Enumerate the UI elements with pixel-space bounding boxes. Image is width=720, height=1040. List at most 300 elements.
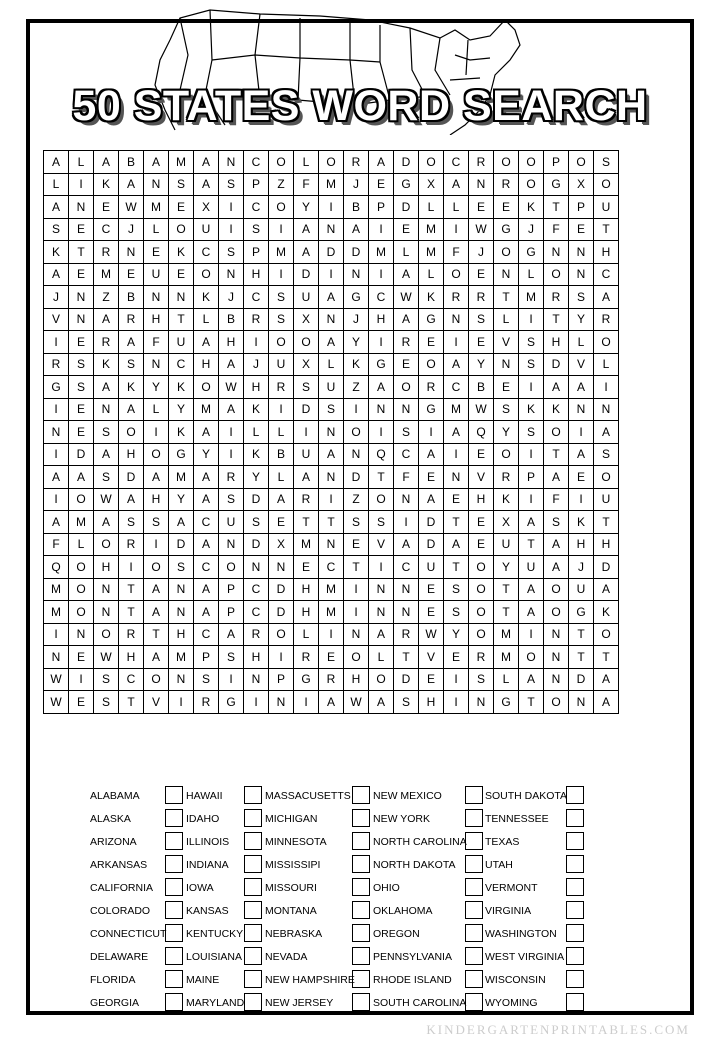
grid-cell[interactable]: T bbox=[544, 308, 569, 331]
grid-cell[interactable]: E bbox=[469, 331, 494, 354]
grid-cell[interactable]: G bbox=[419, 308, 444, 331]
grid-cell[interactable]: S bbox=[594, 151, 619, 174]
grid-cell[interactable]: T bbox=[494, 601, 519, 624]
grid-cell[interactable]: T bbox=[494, 286, 519, 309]
grid-cell[interactable]: N bbox=[244, 556, 269, 579]
grid-cell[interactable]: U bbox=[569, 578, 594, 601]
grid-cell[interactable]: H bbox=[594, 241, 619, 264]
grid-cell[interactable]: A bbox=[169, 511, 194, 534]
grid-cell[interactable]: F bbox=[294, 173, 319, 196]
grid-cell[interactable]: C bbox=[194, 556, 219, 579]
grid-cell[interactable]: J bbox=[44, 286, 69, 309]
grid-cell[interactable]: L bbox=[319, 353, 344, 376]
grid-cell[interactable]: E bbox=[469, 533, 494, 556]
grid-cell[interactable]: A bbox=[594, 286, 619, 309]
grid-cell[interactable]: D bbox=[344, 466, 369, 489]
grid-cell[interactable]: Y bbox=[344, 331, 369, 354]
grid-cell[interactable]: T bbox=[144, 623, 169, 646]
word-checkbox[interactable] bbox=[165, 970, 183, 988]
word-checkbox[interactable] bbox=[465, 878, 483, 896]
grid-cell[interactable]: L bbox=[194, 308, 219, 331]
grid-cell[interactable]: N bbox=[69, 196, 94, 219]
grid-cell[interactable]: A bbox=[94, 443, 119, 466]
grid-cell[interactable]: L bbox=[69, 533, 94, 556]
grid-cell[interactable]: Q bbox=[44, 556, 69, 579]
grid-cell[interactable]: H bbox=[144, 308, 169, 331]
grid-cell[interactable]: R bbox=[419, 376, 444, 399]
grid-cell[interactable]: U bbox=[319, 376, 344, 399]
grid-cell[interactable]: L bbox=[44, 173, 69, 196]
grid-cell[interactable]: N bbox=[94, 578, 119, 601]
grid-cell[interactable]: O bbox=[344, 421, 369, 444]
grid-cell[interactable]: A bbox=[544, 466, 569, 489]
grid-cell[interactable]: I bbox=[344, 578, 369, 601]
grid-cell[interactable]: O bbox=[544, 421, 569, 444]
grid-cell[interactable]: U bbox=[269, 353, 294, 376]
grid-cell[interactable]: O bbox=[544, 691, 569, 714]
grid-cell[interactable]: M bbox=[419, 218, 444, 241]
grid-cell[interactable]: K bbox=[419, 286, 444, 309]
grid-cell[interactable]: B bbox=[219, 308, 244, 331]
word-checkbox[interactable] bbox=[566, 924, 584, 942]
grid-cell[interactable]: Y bbox=[144, 376, 169, 399]
grid-cell[interactable]: R bbox=[44, 353, 69, 376]
word-checkbox[interactable] bbox=[465, 901, 483, 919]
grid-cell[interactable]: I bbox=[44, 443, 69, 466]
grid-cell[interactable]: L bbox=[294, 623, 319, 646]
grid-cell[interactable]: L bbox=[519, 263, 544, 286]
grid-cell[interactable]: S bbox=[319, 398, 344, 421]
grid-cell[interactable]: K bbox=[194, 286, 219, 309]
word-checkbox[interactable] bbox=[244, 901, 262, 919]
grid-cell[interactable]: L bbox=[494, 308, 519, 331]
grid-cell[interactable]: E bbox=[69, 218, 94, 241]
grid-cell[interactable]: D bbox=[569, 668, 594, 691]
grid-cell[interactable]: O bbox=[269, 196, 294, 219]
grid-cell[interactable]: R bbox=[94, 331, 119, 354]
grid-cell[interactable]: A bbox=[219, 623, 244, 646]
grid-cell[interactable]: T bbox=[444, 511, 469, 534]
word-checkbox[interactable] bbox=[566, 970, 584, 988]
grid-cell[interactable]: L bbox=[369, 646, 394, 669]
grid-cell[interactable]: N bbox=[494, 263, 519, 286]
word-checkbox[interactable] bbox=[566, 786, 584, 804]
grid-cell[interactable]: U bbox=[594, 196, 619, 219]
grid-cell[interactable]: M bbox=[44, 601, 69, 624]
grid-cell[interactable]: C bbox=[244, 286, 269, 309]
grid-cell[interactable]: A bbox=[144, 578, 169, 601]
grid-cell[interactable]: H bbox=[144, 488, 169, 511]
grid-cell[interactable]: L bbox=[394, 241, 419, 264]
grid-cell[interactable]: M bbox=[69, 511, 94, 534]
grid-cell[interactable]: N bbox=[144, 353, 169, 376]
grid-cell[interactable]: A bbox=[194, 466, 219, 489]
grid-cell[interactable]: V bbox=[494, 331, 519, 354]
grid-cell[interactable]: O bbox=[169, 218, 194, 241]
grid-cell[interactable]: I bbox=[69, 173, 94, 196]
grid-cell[interactable]: K bbox=[119, 376, 144, 399]
grid-cell[interactable]: R bbox=[94, 241, 119, 264]
grid-cell[interactable]: B bbox=[269, 443, 294, 466]
word-checkbox[interactable] bbox=[566, 855, 584, 873]
grid-cell[interactable]: S bbox=[244, 511, 269, 534]
grid-cell[interactable]: A bbox=[369, 691, 394, 714]
grid-cell[interactable]: F bbox=[394, 466, 419, 489]
grid-cell[interactable]: W bbox=[344, 691, 369, 714]
grid-cell[interactable]: A bbox=[94, 308, 119, 331]
grid-cell[interactable]: O bbox=[494, 151, 519, 174]
grid-cell[interactable]: U bbox=[169, 331, 194, 354]
grid-cell[interactable]: R bbox=[594, 308, 619, 331]
grid-cell[interactable]: K bbox=[169, 376, 194, 399]
grid-cell[interactable]: O bbox=[144, 668, 169, 691]
grid-cell[interactable]: A bbox=[519, 578, 544, 601]
grid-cell[interactable]: E bbox=[69, 421, 94, 444]
grid-cell[interactable]: O bbox=[194, 263, 219, 286]
grid-cell[interactable]: A bbox=[194, 331, 219, 354]
grid-cell[interactable]: D bbox=[419, 511, 444, 534]
grid-cell[interactable]: S bbox=[519, 331, 544, 354]
grid-cell[interactable]: A bbox=[344, 218, 369, 241]
grid-cell[interactable]: O bbox=[519, 646, 544, 669]
grid-cell[interactable]: W bbox=[469, 398, 494, 421]
grid-cell[interactable]: J bbox=[344, 308, 369, 331]
grid-cell[interactable]: I bbox=[144, 421, 169, 444]
grid-cell[interactable]: I bbox=[69, 668, 94, 691]
grid-cell[interactable]: J bbox=[569, 556, 594, 579]
grid-cell[interactable]: S bbox=[519, 421, 544, 444]
grid-cell[interactable]: J bbox=[469, 241, 494, 264]
grid-cell[interactable]: Q bbox=[369, 443, 394, 466]
grid-cell[interactable]: Z bbox=[269, 173, 294, 196]
grid-cell[interactable]: V bbox=[569, 353, 594, 376]
grid-cell[interactable]: J bbox=[344, 173, 369, 196]
grid-cell[interactable]: S bbox=[219, 241, 244, 264]
grid-cell[interactable]: A bbox=[44, 196, 69, 219]
grid-cell[interactable]: K bbox=[94, 173, 119, 196]
grid-cell[interactable]: S bbox=[244, 218, 269, 241]
grid-cell[interactable]: P bbox=[519, 466, 544, 489]
grid-cell[interactable]: O bbox=[469, 601, 494, 624]
grid-cell[interactable]: A bbox=[194, 151, 219, 174]
word-checkbox[interactable] bbox=[465, 947, 483, 965]
grid-cell[interactable]: E bbox=[119, 263, 144, 286]
grid-cell[interactable]: Y bbox=[494, 556, 519, 579]
grid-cell[interactable]: X bbox=[294, 308, 319, 331]
grid-cell[interactable]: D bbox=[169, 533, 194, 556]
grid-cell[interactable]: I bbox=[519, 623, 544, 646]
grid-cell[interactable]: W bbox=[44, 691, 69, 714]
grid-cell[interactable]: N bbox=[69, 308, 94, 331]
grid-cell[interactable]: O bbox=[269, 331, 294, 354]
grid-cell[interactable]: I bbox=[519, 376, 544, 399]
grid-cell[interactable]: A bbox=[319, 691, 344, 714]
grid-cell[interactable]: R bbox=[244, 623, 269, 646]
grid-cell[interactable]: D bbox=[394, 668, 419, 691]
grid-cell[interactable]: N bbox=[469, 173, 494, 196]
grid-cell[interactable]: A bbox=[369, 623, 394, 646]
grid-cell[interactable]: N bbox=[169, 601, 194, 624]
word-checkbox[interactable] bbox=[165, 924, 183, 942]
grid-cell[interactable]: R bbox=[469, 286, 494, 309]
grid-cell[interactable]: Q bbox=[469, 421, 494, 444]
grid-cell[interactable]: B bbox=[119, 151, 144, 174]
grid-cell[interactable]: S bbox=[444, 578, 469, 601]
grid-cell[interactable]: T bbox=[119, 691, 144, 714]
grid-cell[interactable]: N bbox=[344, 623, 369, 646]
grid-cell[interactable]: H bbox=[244, 646, 269, 669]
grid-cell[interactable]: N bbox=[94, 601, 119, 624]
grid-cell[interactable]: H bbox=[369, 308, 394, 331]
word-checkbox[interactable] bbox=[352, 832, 370, 850]
grid-cell[interactable]: U bbox=[294, 443, 319, 466]
grid-cell[interactable]: E bbox=[444, 488, 469, 511]
grid-cell[interactable]: M bbox=[94, 263, 119, 286]
grid-cell[interactable]: I bbox=[369, 218, 394, 241]
grid-cell[interactable]: O bbox=[69, 488, 94, 511]
grid-cell[interactable]: A bbox=[219, 398, 244, 421]
grid-cell[interactable]: E bbox=[394, 218, 419, 241]
grid-cell[interactable]: A bbox=[444, 533, 469, 556]
grid-cell[interactable]: R bbox=[119, 308, 144, 331]
grid-cell[interactable]: D bbox=[244, 533, 269, 556]
grid-cell[interactable]: D bbox=[69, 443, 94, 466]
grid-cell[interactable]: L bbox=[244, 421, 269, 444]
grid-cell[interactable]: E bbox=[394, 353, 419, 376]
word-checkbox[interactable] bbox=[244, 878, 262, 896]
grid-cell[interactable]: U bbox=[519, 556, 544, 579]
grid-cell[interactable]: R bbox=[444, 286, 469, 309]
grid-cell[interactable]: E bbox=[169, 263, 194, 286]
grid-cell[interactable]: E bbox=[569, 466, 594, 489]
grid-cell[interactable]: N bbox=[369, 601, 394, 624]
grid-cell[interactable]: T bbox=[344, 556, 369, 579]
grid-cell[interactable]: A bbox=[444, 421, 469, 444]
grid-cell[interactable]: A bbox=[294, 241, 319, 264]
grid-cell[interactable]: P bbox=[369, 196, 394, 219]
grid-cell[interactable]: F bbox=[544, 218, 569, 241]
grid-cell[interactable]: I bbox=[344, 601, 369, 624]
word-checkbox[interactable] bbox=[165, 878, 183, 896]
grid-cell[interactable]: M bbox=[319, 601, 344, 624]
grid-cell[interactable]: C bbox=[244, 151, 269, 174]
grid-cell[interactable]: P bbox=[244, 241, 269, 264]
grid-cell[interactable]: Y bbox=[169, 398, 194, 421]
grid-cell[interactable]: M bbox=[169, 466, 194, 489]
word-checkbox[interactable] bbox=[566, 901, 584, 919]
word-checkbox[interactable] bbox=[352, 809, 370, 827]
grid-cell[interactable]: U bbox=[219, 511, 244, 534]
grid-cell[interactable]: A bbox=[219, 353, 244, 376]
grid-cell[interactable]: O bbox=[369, 668, 394, 691]
grid-cell[interactable]: D bbox=[344, 241, 369, 264]
grid-cell[interactable]: F bbox=[544, 488, 569, 511]
grid-cell[interactable]: T bbox=[494, 578, 519, 601]
grid-cell[interactable]: D bbox=[394, 151, 419, 174]
grid-cell[interactable]: X bbox=[494, 511, 519, 534]
grid-cell[interactable]: T bbox=[294, 511, 319, 534]
grid-cell[interactable]: O bbox=[294, 331, 319, 354]
grid-cell[interactable]: S bbox=[369, 511, 394, 534]
grid-cell[interactable]: N bbox=[494, 353, 519, 376]
grid-cell[interactable]: O bbox=[469, 623, 494, 646]
word-checkbox[interactable] bbox=[165, 947, 183, 965]
grid-cell[interactable]: A bbox=[44, 466, 69, 489]
grid-cell[interactable]: M bbox=[44, 578, 69, 601]
grid-cell[interactable]: S bbox=[169, 556, 194, 579]
grid-cell[interactable]: Z bbox=[344, 376, 369, 399]
grid-cell[interactable]: L bbox=[269, 466, 294, 489]
word-checkbox[interactable] bbox=[566, 993, 584, 1011]
grid-cell[interactable]: A bbox=[319, 331, 344, 354]
grid-cell[interactable]: C bbox=[394, 556, 419, 579]
grid-cell[interactable]: I bbox=[344, 398, 369, 421]
grid-cell[interactable]: A bbox=[194, 421, 219, 444]
grid-cell[interactable]: L bbox=[144, 398, 169, 421]
grid-cell[interactable]: D bbox=[394, 196, 419, 219]
grid-cell[interactable]: O bbox=[519, 173, 544, 196]
grid-cell[interactable]: N bbox=[344, 263, 369, 286]
grid-cell[interactable]: A bbox=[269, 488, 294, 511]
grid-cell[interactable]: S bbox=[394, 421, 419, 444]
grid-cell[interactable]: N bbox=[119, 241, 144, 264]
grid-cell[interactable]: E bbox=[69, 691, 94, 714]
grid-cell[interactable]: N bbox=[569, 398, 594, 421]
grid-cell[interactable]: C bbox=[94, 218, 119, 241]
grid-cell[interactable]: I bbox=[369, 331, 394, 354]
grid-cell[interactable]: N bbox=[369, 578, 394, 601]
grid-cell[interactable]: N bbox=[444, 466, 469, 489]
grid-cell[interactable]: M bbox=[294, 533, 319, 556]
grid-cell[interactable]: D bbox=[419, 533, 444, 556]
grid-cell[interactable]: R bbox=[294, 488, 319, 511]
grid-cell[interactable]: K bbox=[44, 241, 69, 264]
word-checkbox[interactable] bbox=[244, 855, 262, 873]
grid-cell[interactable]: N bbox=[269, 691, 294, 714]
grid-cell[interactable]: E bbox=[419, 466, 444, 489]
grid-cell[interactable]: I bbox=[44, 398, 69, 421]
grid-cell[interactable]: D bbox=[544, 353, 569, 376]
grid-cell[interactable]: H bbox=[119, 443, 144, 466]
grid-cell[interactable]: T bbox=[169, 308, 194, 331]
grid-cell[interactable]: C bbox=[594, 263, 619, 286]
grid-cell[interactable]: G bbox=[369, 353, 394, 376]
grid-cell[interactable]: M bbox=[444, 398, 469, 421]
grid-cell[interactable]: V bbox=[469, 466, 494, 489]
grid-cell[interactable]: N bbox=[44, 646, 69, 669]
grid-cell[interactable]: A bbox=[119, 488, 144, 511]
grid-cell[interactable]: A bbox=[44, 151, 69, 174]
grid-cell[interactable]: M bbox=[144, 196, 169, 219]
grid-cell[interactable]: N bbox=[44, 421, 69, 444]
grid-cell[interactable]: A bbox=[194, 488, 219, 511]
grid-cell[interactable]: A bbox=[44, 511, 69, 534]
grid-cell[interactable]: A bbox=[519, 601, 544, 624]
grid-cell[interactable]: I bbox=[569, 488, 594, 511]
grid-cell[interactable]: B bbox=[119, 286, 144, 309]
grid-cell[interactable]: A bbox=[194, 601, 219, 624]
grid-cell[interactable]: M bbox=[169, 151, 194, 174]
grid-cell[interactable]: G bbox=[569, 601, 594, 624]
grid-cell[interactable]: H bbox=[244, 376, 269, 399]
grid-cell[interactable]: H bbox=[419, 691, 444, 714]
grid-cell[interactable]: C bbox=[319, 556, 344, 579]
grid-cell[interactable]: A bbox=[569, 376, 594, 399]
grid-cell[interactable]: E bbox=[69, 398, 94, 421]
grid-cell[interactable]: A bbox=[144, 151, 169, 174]
grid-cell[interactable]: G bbox=[519, 241, 544, 264]
grid-cell[interactable]: K bbox=[519, 196, 544, 219]
grid-cell[interactable]: S bbox=[219, 646, 244, 669]
grid-cell[interactable]: O bbox=[469, 556, 494, 579]
grid-cell[interactable]: O bbox=[269, 623, 294, 646]
grid-cell[interactable]: N bbox=[544, 623, 569, 646]
word-checkbox[interactable] bbox=[566, 832, 584, 850]
grid-cell[interactable]: T bbox=[594, 218, 619, 241]
grid-cell[interactable]: R bbox=[119, 533, 144, 556]
grid-cell[interactable]: S bbox=[69, 376, 94, 399]
grid-cell[interactable]: O bbox=[544, 263, 569, 286]
grid-cell[interactable]: R bbox=[194, 691, 219, 714]
grid-cell[interactable]: E bbox=[369, 173, 394, 196]
grid-cell[interactable]: M bbox=[269, 241, 294, 264]
grid-cell[interactable]: N bbox=[169, 286, 194, 309]
grid-cell[interactable]: X bbox=[294, 353, 319, 376]
grid-cell[interactable]: I bbox=[294, 421, 319, 444]
grid-cell[interactable]: I bbox=[44, 488, 69, 511]
grid-cell[interactable]: E bbox=[494, 376, 519, 399]
grid-cell[interactable]: W bbox=[419, 623, 444, 646]
grid-cell[interactable]: S bbox=[494, 398, 519, 421]
grid-cell[interactable]: E bbox=[419, 578, 444, 601]
grid-cell[interactable]: A bbox=[294, 218, 319, 241]
grid-cell[interactable]: I bbox=[244, 331, 269, 354]
grid-cell[interactable]: M bbox=[419, 241, 444, 264]
grid-cell[interactable]: L bbox=[419, 196, 444, 219]
word-checkbox[interactable] bbox=[352, 855, 370, 873]
grid-cell[interactable]: I bbox=[569, 421, 594, 444]
grid-cell[interactable]: Y bbox=[194, 443, 219, 466]
grid-cell[interactable]: E bbox=[69, 646, 94, 669]
grid-cell[interactable]: S bbox=[94, 421, 119, 444]
grid-cell[interactable]: N bbox=[469, 691, 494, 714]
grid-cell[interactable]: W bbox=[44, 668, 69, 691]
word-checkbox[interactable] bbox=[465, 993, 483, 1011]
grid-cell[interactable]: O bbox=[344, 646, 369, 669]
grid-cell[interactable]: F bbox=[44, 533, 69, 556]
grid-cell[interactable]: M bbox=[369, 241, 394, 264]
grid-cell[interactable]: O bbox=[319, 151, 344, 174]
grid-cell[interactable]: O bbox=[444, 263, 469, 286]
grid-cell[interactable]: H bbox=[469, 488, 494, 511]
grid-cell[interactable]: T bbox=[319, 511, 344, 534]
grid-cell[interactable]: N bbox=[369, 398, 394, 421]
word-checkbox[interactable] bbox=[352, 970, 370, 988]
grid-cell[interactable]: A bbox=[519, 668, 544, 691]
grid-cell[interactable]: K bbox=[244, 443, 269, 466]
grid-cell[interactable]: L bbox=[144, 218, 169, 241]
grid-cell[interactable]: A bbox=[69, 466, 94, 489]
grid-cell[interactable]: U bbox=[144, 263, 169, 286]
grid-cell[interactable]: I bbox=[319, 263, 344, 286]
grid-cell[interactable]: O bbox=[369, 488, 394, 511]
grid-cell[interactable]: N bbox=[144, 286, 169, 309]
grid-cell[interactable]: E bbox=[69, 263, 94, 286]
grid-cell[interactable]: U bbox=[194, 218, 219, 241]
grid-cell[interactable]: H bbox=[169, 623, 194, 646]
grid-cell[interactable]: W bbox=[94, 646, 119, 669]
grid-cell[interactable]: B bbox=[344, 196, 369, 219]
